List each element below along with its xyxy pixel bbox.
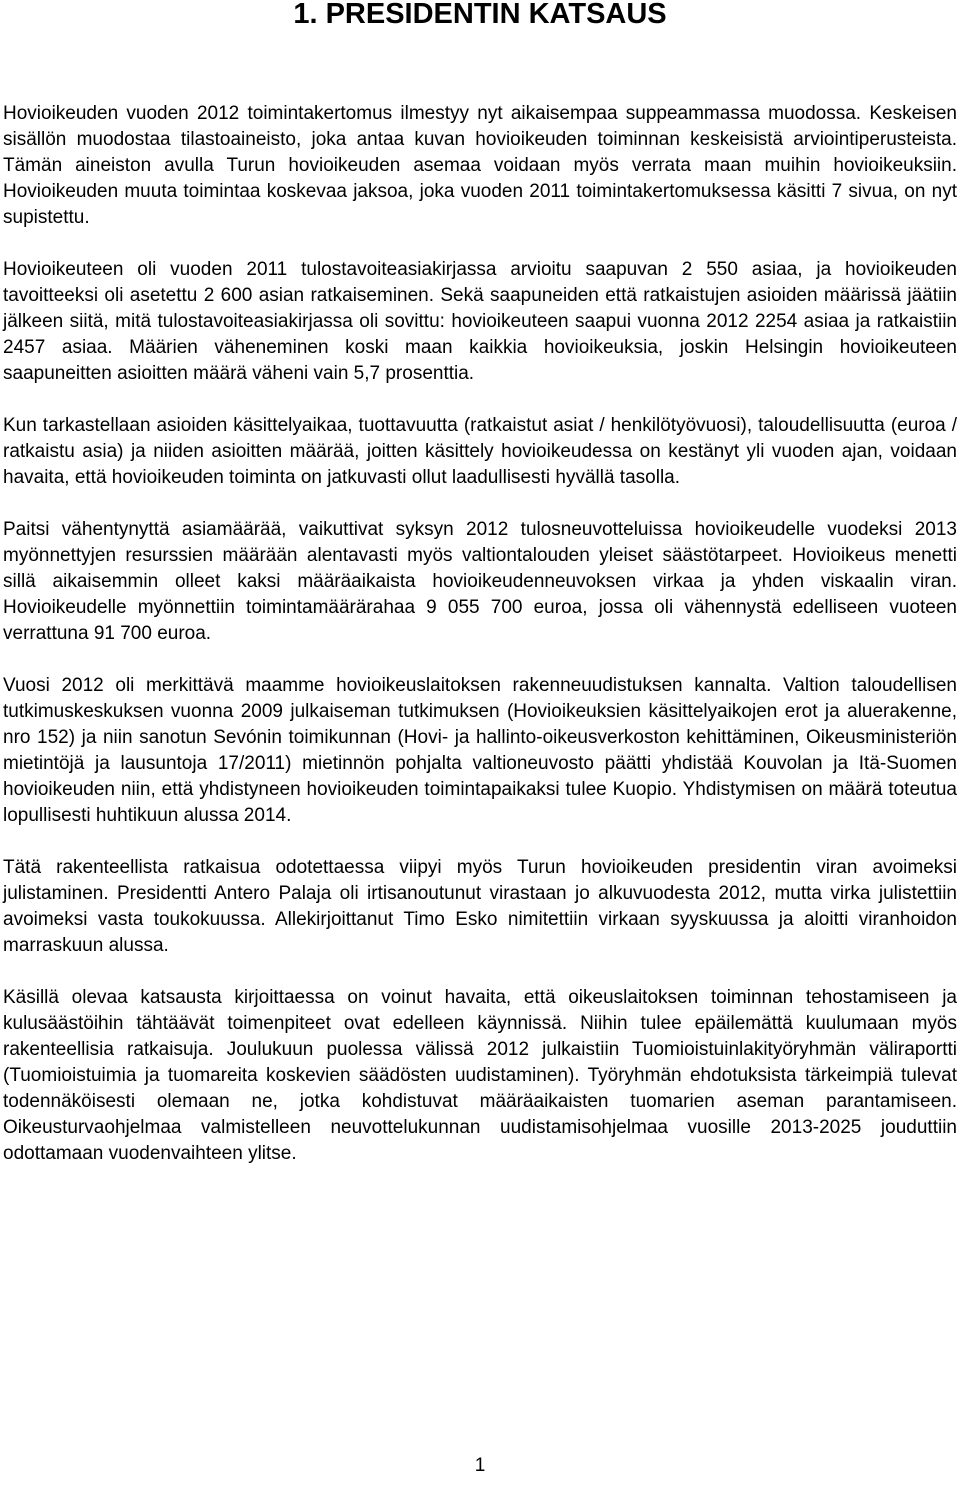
page-number: 1 (474, 1455, 486, 1476)
document-body (3, 101, 957, 1193)
paragraph-structural-reform: Vuosi 2012 oli merkittävä maamme hovioikeuslaitoksen rakenneuudistuksen kannalta. Valtion taloudellisen tutkimuskeskuksen vuonna 2009 julkaiseman tutkimuksen (Hovioikeuksien käsittelyaikojen erot ja aluerakenne, nro 152) ja niin sanotun Sevónin toimikunnan (Hovi- ja hallinto-oikeusverkoston kehittäminen, Oikeusministeriön mietintöjä ja lausuntoja 17/2011) mietinnön pohjalta valtioneuvosto päätti yhdistää Kouvolan ja Itä-Suomen hovioikeuden niin, että yhdistyneen hovioikeuden toimintapaikaksi tulee Kuopio. Yhdistymisen on määrä toteutua lopullisesti huhtikuun alussa 2014. (3, 675, 957, 826)
paragraph-resources: Paitsi vähentynyttä asiamäärää, vaikuttivat syksyn 2012 tulosneuvotteluissa hovioikeudelle vuodeksi 2013 myönnettyjen resurssien määrään alentavasti myös valtiontalouden yleiset säästötarpeet. Hovioikeus menetti sillä aikaisemmin olleet kaksi määräaikaista hovioikeudenneuvoksen virkaa ja yhden viskaalin viran. Hovioikeudelle myönnettiin toimintamäärärahaa 9 055 700 euroa, jossa oli vähennystä edelliseen vuoteen verrattuna 91 700 euroa. (3, 519, 957, 644)
paragraph-outlook: Käsillä olevaa katsausta kirjoittaessa on voinut havaita, että oikeuslaitoksen toiminnan tehostamiseen ja kulusäästöihin tähtäävät toimenpiteet ovat edelleen käynnissä. Niihin tulee epäilemättä kuulumaan myös rakenteellisia ratkaisuja. Joulukuun puolessa välissä 2012 julkaistiin Tuomioistuinlakityöryhmän väliraportti (Tuomioistuimia ja tuomareita koskevien säädösten uudistaminen). Työryhmän ehdotuksista tärkeimpiä tulevat todennäköisesti olemaan ne, jotka kohdistuvat määräaikaisten tuomarien aseman parantamiseen. Oikeusturvaohjelmaa valmistelleen neuvottelukunnan uudistamisohjelmaa vuosille 2013-2025 jouduttiin odottamaan vuodenvaihteen ylitse. (3, 987, 957, 1164)
page-title: 1. PRESIDENTIN KATSAUS (293, 0, 667, 30)
paragraph-quality: Kun tarkastellaan asioiden käsittelyaikaa, tuottavuutta (ratkaistut asiat / henkilötyövuosi), taloudellisuutta (euroa / ratkaistu asia) ja niiden asioitten määrää, joitten käsittely hovioikeudessa on kestänyt yli vuoden ajan, voidaan havaita, että hovioikeuden toiminta on jatkuvasti ollut laadullisesti hyvällä tasolla. (3, 415, 957, 488)
paragraph-presidency: Tätä rakenteellista ratkaisua odotettaessa viipyi myös Turun hovioikeuden presidentin viran avoimeksi julistaminen. Presidentti Antero Palaja oli irtisanoutunut virastaan jo alkuvuodesta 2012, mutta virka julistettiin avoimeksi vasta toukokuussa. Allekirjoittanut Timo Esko nimitettiin virkaan syyskuussa ja aloitti viranhoidon marraskuun alussa. (3, 857, 957, 956)
paragraph-case-counts: Hovioikeuteen oli vuoden 2011 tulostavoiteasiakirjassa arvioitu saapuvan 2 550 asiaa, ja hovioikeuden tavoitteeksi oli asetettu 2 600 asian ratkaiseminen. Sekä saapuneiden että ratkaistujen asioiden määrissä jäätiin jälkeen siitä, mitä tulostavoiteasiakirjassa oli sovittu: hovioikeuteen saapui vuonna 2012 2254 asiaa ja ratkaistiin 2457 asiaa. Määrien väheneminen koski maan kaikkia hovioikeuksia, joskin Helsingin hovioikeuteen saapuneitten asioitten määrä väheni vain 5,7 prosenttia. (3, 259, 957, 384)
paragraph-overview: Hovioikeuden vuoden 2012 toimintakertomus ilmestyy nyt aikaisempaa suppeammassa muodossa. Keskeisen sisällön muodostaa tilastoaineisto, joka antaa kuvan hovioikeuden toiminnan keskeisistä arviointiperusteista. Tämän aineiston avulla Turun hovioikeuden asemaa voidaan myös verrata maan muihin hovioikeuksiin. Hovioikeuden muuta toimintaa koskevaa jaksoa, joka vuoden 2011 toimintakertomuksessa käsitti 7 sivua, on nyt supistettu. (3, 103, 957, 228)
